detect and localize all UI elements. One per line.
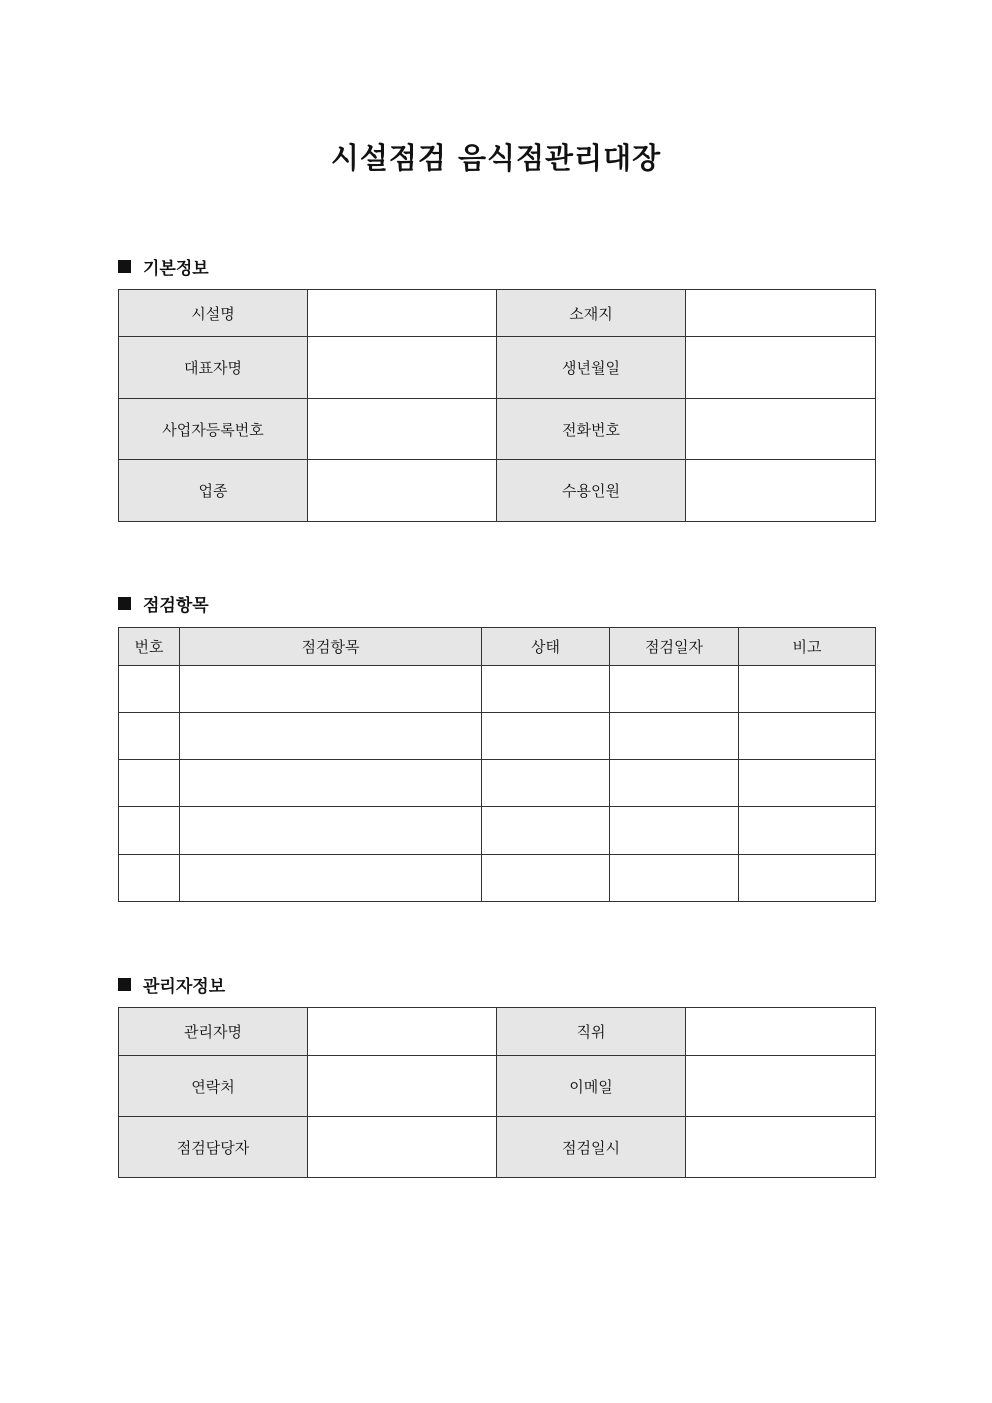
phone-label: 전화번호 (497, 399, 686, 460)
column-header-status: 상태 (482, 628, 610, 666)
cell-status[interactable] (482, 713, 610, 760)
cell-status[interactable] (482, 760, 610, 807)
cell-number[interactable] (119, 807, 180, 855)
capacity-field[interactable] (686, 460, 876, 522)
contact-label: 연락처 (119, 1056, 308, 1117)
column-header-item: 점검항목 (180, 628, 482, 666)
business-number-field[interactable] (308, 399, 497, 460)
table-row (119, 1117, 876, 1178)
section-heading-label: 관리자정보 (143, 977, 226, 997)
representative-label: 대표자명 (119, 337, 308, 399)
cell-number[interactable] (119, 760, 180, 807)
table-row (119, 399, 876, 460)
cell-item[interactable] (180, 807, 482, 855)
manager-name-field[interactable] (308, 1008, 497, 1056)
cell-note[interactable] (739, 855, 876, 902)
cell-item[interactable] (180, 855, 482, 902)
cell-date[interactable] (610, 666, 739, 713)
table-row (119, 290, 876, 337)
section-heading-label: 점검항목 (143, 596, 209, 616)
cell-item[interactable] (180, 666, 482, 713)
column-header-note: 비고 (739, 628, 876, 666)
contact-field[interactable] (308, 1056, 497, 1117)
capacity-label: 수용인원 (497, 460, 686, 522)
cell-item[interactable] (180, 760, 482, 807)
email-field[interactable] (686, 1056, 876, 1117)
section-heading-inspection (118, 591, 209, 616)
page-title: 시설점검 음식점관리대장 (330, 141, 662, 175)
square-bullet-icon (118, 978, 131, 991)
table-row (119, 807, 876, 855)
inspector-field[interactable] (308, 1117, 497, 1178)
cell-number[interactable] (119, 666, 180, 713)
birthdate-field[interactable] (686, 337, 876, 399)
table-row (119, 855, 876, 902)
cell-date[interactable] (610, 855, 739, 902)
inspection-table (118, 627, 876, 902)
position-label: 직위 (497, 1008, 686, 1056)
cell-note[interactable] (739, 666, 876, 713)
cell-date[interactable] (610, 760, 739, 807)
table-row (119, 460, 876, 522)
phone-field[interactable] (686, 399, 876, 460)
inspector-label: 점검담당자 (119, 1117, 308, 1178)
basic-info-table (118, 289, 876, 522)
cell-item[interactable] (180, 713, 482, 760)
section-heading-basic (118, 254, 209, 279)
inspection-datetime-label: 점검일시 (497, 1117, 686, 1178)
table-row (119, 1008, 876, 1056)
facility-name-label: 시설명 (119, 290, 308, 337)
section-heading-manager (118, 972, 225, 997)
cell-date[interactable] (610, 807, 739, 855)
table-row (119, 337, 876, 399)
cell-status[interactable] (482, 855, 610, 902)
location-field[interactable] (686, 290, 876, 337)
position-field[interactable] (686, 1008, 876, 1056)
facility-name-field[interactable] (308, 290, 497, 337)
manager-info-table (118, 1007, 876, 1178)
table-row (119, 666, 876, 713)
section-heading-label: 기본정보 (143, 259, 209, 279)
cell-date[interactable] (610, 713, 739, 760)
table-row (119, 760, 876, 807)
column-header-number: 번호 (119, 628, 180, 666)
square-bullet-icon (118, 260, 131, 273)
cell-status[interactable] (482, 666, 610, 713)
birthdate-label: 생년월일 (497, 337, 686, 399)
representative-field[interactable] (308, 337, 497, 399)
cell-note[interactable] (739, 713, 876, 760)
location-label: 소재지 (497, 290, 686, 337)
manager-name-label: 관리자명 (119, 1008, 308, 1056)
business-type-field[interactable] (308, 460, 497, 522)
cell-number[interactable] (119, 713, 180, 760)
email-label: 이메일 (497, 1056, 686, 1117)
table-row (119, 713, 876, 760)
cell-note[interactable] (739, 807, 876, 855)
cell-note[interactable] (739, 760, 876, 807)
inspection-datetime-field[interactable] (686, 1117, 876, 1178)
business-number-label: 사업자등록번호 (119, 399, 308, 460)
table-header-row (119, 628, 876, 666)
business-type-label: 업종 (119, 460, 308, 522)
column-header-date: 점검일자 (610, 628, 739, 666)
square-bullet-icon (118, 597, 131, 610)
cell-status[interactable] (482, 807, 610, 855)
cell-number[interactable] (119, 855, 180, 902)
table-row (119, 1056, 876, 1117)
